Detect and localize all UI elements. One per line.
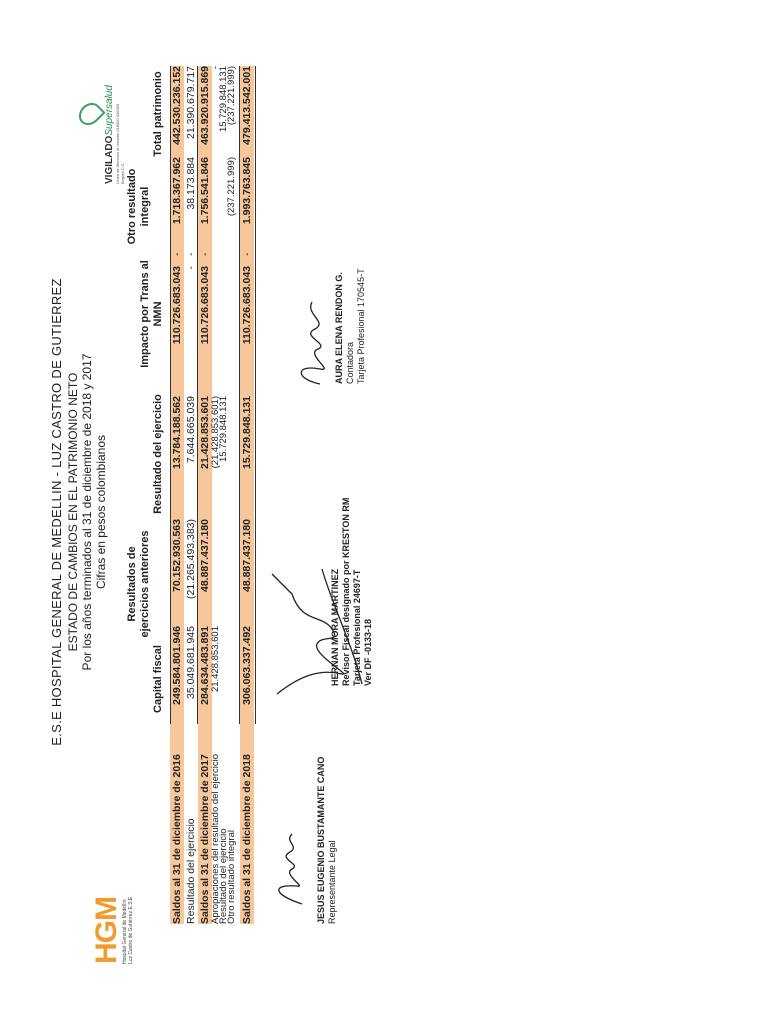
report-subtitle: ESTADO DE CAMBIOS EN EL PATRIMONIO NETO	[66, 372, 80, 652]
cell-total: 21.390.679.717	[185, 66, 197, 139]
cell-anteriores: 48.887.437.180	[241, 519, 253, 592]
row-label: Resultado del ejercicio	[218, 828, 229, 924]
cell-impacto: -	[185, 266, 197, 270]
col-otro-resultado: Otro resultado integral	[126, 168, 151, 245]
report-currency: Cifras en pesos colombianos	[94, 434, 108, 590]
supersalud-sub1: Línea de Atención al Usuario 018000 910383	[115, 103, 120, 184]
cell-otro: 38.173.884	[185, 157, 197, 210]
rule-bottom	[255, 66, 256, 724]
cell-capital: 284.634.483.891	[199, 626, 211, 705]
cell-ejercicio: 15.729.848.131	[218, 396, 229, 463]
report-period: Por los años terminados al 31 de diciembre de 2018 y 2017	[80, 353, 94, 671]
hgm-logo-brand: HGM	[90, 897, 123, 964]
cell-total: 463.920.915.869	[199, 66, 211, 145]
row-label: Saldos al 31 de diciembre de 2018	[241, 754, 253, 924]
cell-impacto: 110.726.683.043	[241, 266, 253, 345]
signature-revisor	[330, 498, 374, 686]
cell-ejercicio: 13.784.188.562	[171, 396, 183, 469]
cell-ejercicio: 21.428.853.601	[199, 396, 211, 469]
cell-capital: 21.428.853.601	[210, 626, 221, 693]
cell-dash-impacto: -	[241, 252, 253, 256]
cell-anteriores: (21.265.493.383)	[185, 519, 197, 599]
row-label: Otro resultado integral	[226, 830, 237, 924]
cell-capital: 249.584.801.946	[171, 626, 183, 705]
revisor-ref: Ver DF -0133-18	[363, 618, 373, 686]
supersalud-prefix: VIGILADO	[104, 135, 115, 184]
cell-otro: 1.756.541.846	[199, 157, 211, 225]
signature-legal	[316, 757, 338, 924]
cell-dash-impacto: -	[171, 252, 183, 256]
cell-anteriores: 70.152.930.563	[171, 519, 183, 592]
contadora-name: AURA ELENA RENDON G.	[334, 272, 344, 384]
cell-ejercicio: (21.428.853.601)	[210, 396, 221, 469]
col-ejercicios-anteriores: Resultados de ejercicios anteriores	[126, 530, 151, 638]
cell-ejercicio: 7.644.665.039	[185, 396, 197, 464]
report-title: E.S.E HOSPITAL GENERAL DE MEDELLIN - LUZ CASTRO DE GUTIERREZ	[49, 278, 64, 746]
row-label: Apropiaciones del resultado del ejercicio	[210, 753, 221, 924]
cell-dash-impacto: -	[199, 252, 211, 256]
hgm-logo-sub2: Luz Castro de Gutiérrez E.S.E.	[128, 895, 134, 964]
cell-total: 479.413.542.001	[241, 66, 253, 145]
cell-impacto: 110.726.683.043	[199, 266, 211, 345]
rule-2017	[197, 66, 198, 724]
supersalud-brand: Supersalud	[104, 85, 115, 136]
cell-capital: 35.049.681.945	[185, 626, 197, 699]
col-total-patrimonio: Total patrimonio	[152, 71, 164, 157]
row-label: Saldos al 31 de diciembre de 2016	[171, 754, 183, 924]
legal-role: Representante Legal	[327, 840, 337, 924]
row-label: Resultado del ejercicio	[185, 818, 197, 924]
cell-otro: 1.718.367.962	[171, 157, 183, 225]
contadora-tp: Tarjeta Profesional 170545-T	[356, 268, 366, 384]
revisor-role: Revisor Fiscal designado por KRESTON RM	[341, 497, 351, 686]
signature-legal-scribble	[262, 824, 312, 914]
revisor-tp: Tarjeta Profesional 24697-T	[352, 569, 362, 686]
revisor-name: HERNAN MORA MARTINEZ	[330, 568, 340, 686]
col-resultado-ejercicio: Resultado del ejercicio	[152, 394, 164, 514]
signature-contadora-scribble	[290, 294, 340, 394]
legal-name: JESUS EUGENIO BUSTAMANTE CANO	[316, 756, 326, 924]
signature-contadora	[334, 268, 367, 384]
cell-capital: 306.063.337.492	[241, 626, 253, 705]
hgm-logo-sub1: Hospital General de Medellín	[122, 899, 128, 964]
cell-total: 15.729.848.131	[218, 66, 229, 133]
col-impacto-nmn: Impacto por Trans al NMN	[139, 260, 164, 368]
col-capital-fiscal: Capital fiscal	[152, 645, 164, 713]
cell-total: -	[210, 66, 221, 70]
rule-2018	[239, 66, 240, 724]
cell-dash-impacto: -	[185, 252, 197, 256]
contadora-role: Contadora	[345, 341, 355, 384]
cell-otro: (237.221.999)	[226, 157, 237, 217]
cell-otro: 1.993.763.845	[241, 157, 253, 225]
row-label: Saldos al 31 de diciembre de 2017	[199, 754, 211, 924]
rule-top	[170, 66, 171, 724]
supersalud-sub2: Bogotá D.C.	[120, 162, 125, 184]
cell-impacto: 110.726.683.043	[171, 266, 183, 345]
cell-total: 442.530.236.152	[171, 66, 183, 145]
cell-anteriores: 48.887.437.180	[199, 519, 211, 592]
cell-ejercicio: 15.729.848.131	[241, 396, 253, 469]
cell-total: (237.221.999)	[226, 66, 237, 126]
